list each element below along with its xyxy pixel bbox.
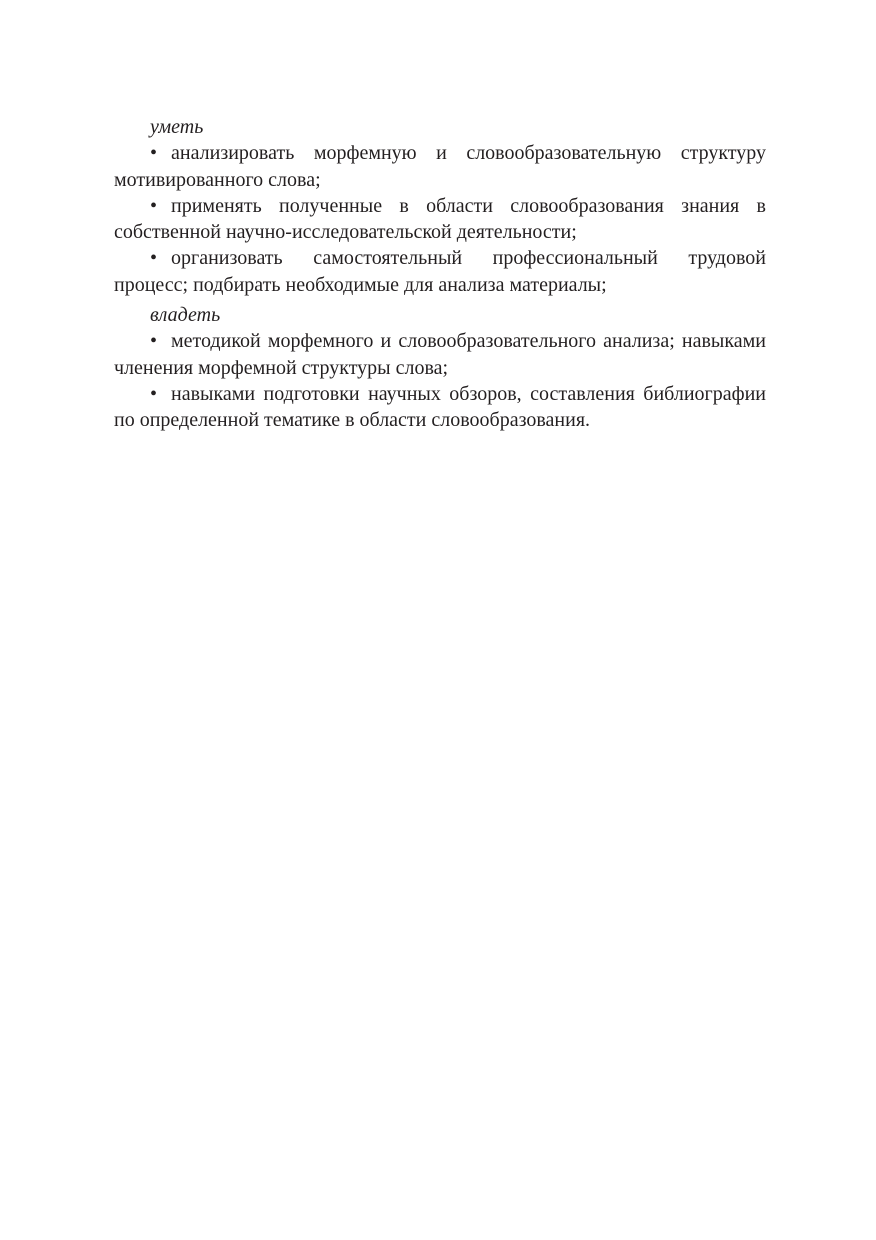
bullet-icon: • [150,382,158,405]
list-item [114,245,766,298]
section-heading: владеть [150,304,221,327]
bullet-icon: • [150,142,158,165]
bullet-icon: • [150,330,158,353]
list-item-text: методикой морфемного и словообразовательного анализа; навыками членения морфемной структуры слова; [114,330,766,379]
page-content [114,114,766,434]
bullet-icon: • [150,194,158,217]
list-item-text: навыками подготовки научных обзоров, составления библиографии по определенной тематике в области словообразования. [114,382,766,432]
section-vladet [114,302,766,433]
section-heading: уметь [150,116,204,138]
list-item [114,193,766,246]
bullet-icon: • [150,247,158,270]
list-item-text: применять полученные в области словообразования знания в собственной научно-исследовательской деятельности; [114,194,766,244]
list-item [114,328,766,381]
list-item-text: анализировать морфемную и словообразовательную структуру мотивированного слова; [114,142,766,191]
list-item [114,381,766,434]
list-item [114,140,766,193]
list-item-text: организовать самостоятельный профессиональный трудовой процесс; подбирать необходимые для анализа материалы; [114,247,766,296]
section-umet [114,114,766,298]
